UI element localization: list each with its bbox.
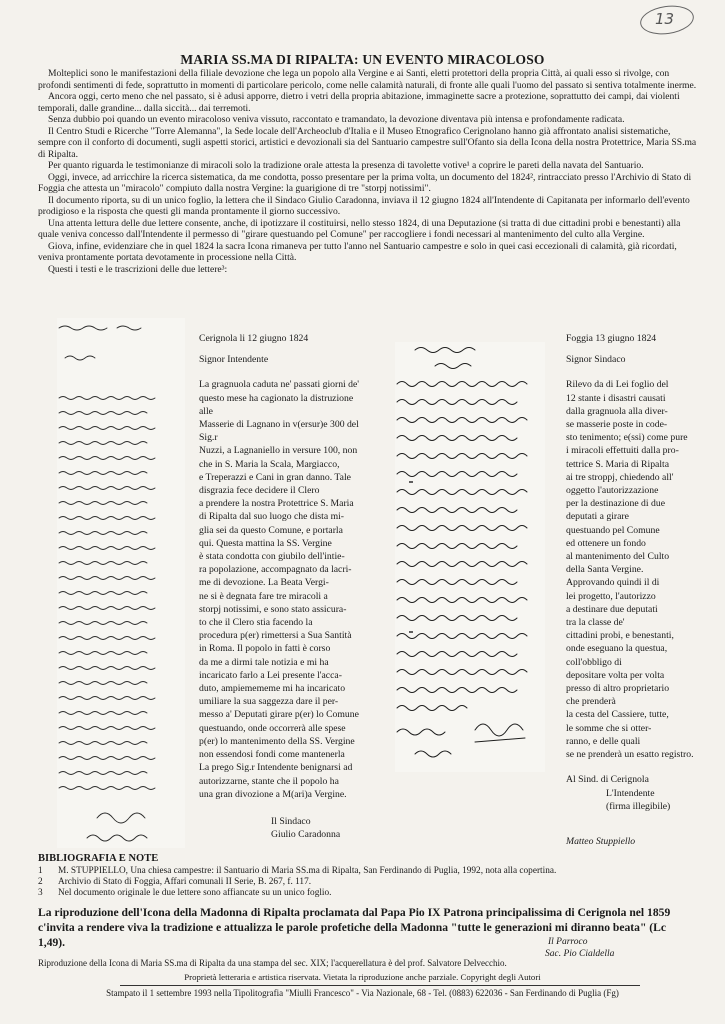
letter2-line: onde eseguano la questua, — [566, 643, 668, 655]
bibliography-item — [38, 866, 678, 877]
page-title: MARIA SS.MA DI RIPALTA: UN EVENTO MIRACOLOSO — [180, 52, 545, 67]
letter1-signature — [199, 815, 369, 841]
letter1-line: ne si è degnata fare tre miracoli a — [199, 590, 328, 602]
letter2-date: Foggia 13 giugno 1824 — [566, 333, 657, 344]
letter1-line: p(er) lo mantenimento della SS. Vergine — [199, 735, 355, 747]
letter1-line: Nuzzi, a Lagnaniello in versure 100, non — [199, 445, 358, 457]
note-number: 3 — [38, 888, 43, 898]
letter2-line: tettrice S. Maria di Ripalta — [566, 458, 670, 470]
letter1-signature-role: Il Sindaco — [271, 815, 311, 827]
letter-intendente-transcription — [566, 332, 706, 848]
letter1-line: storpj notissimi, e sono stato assicura- — [199, 603, 347, 615]
manuscript-image-left — [57, 318, 185, 848]
reproduction-note: Riproduzione della Icona di Maria SS.ma di Ripalta da una stampa del sec. XIX; l'acquerellatura è del prof. Salvatore Delvecchio. — [38, 958, 507, 968]
intro-paragraph: Molteplici sono le manifestazioni della filiale devozione che lega un popolo alla Vergine e ai Santi, eletti protettori della propria Città, ai quali esso si rivolge, con profondi sentimenti di fede, soprattutto in momenti di particolare pericolo, come nelle calamità naturali, di fronte alle quali l'uomo del passato si sentiva totalmente inerme. — [38, 68, 697, 91]
letter2-line: le somme che si otter- — [566, 722, 652, 734]
letter1-line: autorizzarne, stante che il popolo ha — [199, 775, 339, 787]
footer-divider — [120, 985, 640, 986]
intro-text — [38, 68, 698, 275]
letter2-line: che prenderà — [566, 696, 616, 708]
letter1-line: to che il Clero stia facendo la — [199, 617, 313, 629]
letter1-line: glia sei da questo Comune, e portarla — [199, 524, 343, 536]
letter2-line: ranno, e delle quali — [566, 735, 641, 747]
letter2-line: Rilevo da di Lei foglio del — [566, 379, 669, 391]
letter2-line: sto tenimento; e(ssi) come pure — [566, 432, 688, 444]
handwriting-left-drawing — [57, 318, 185, 848]
letter2-line: Approvando quindi il di — [566, 577, 660, 589]
letter2-line: i miracoli effettuiti dalla pro- — [566, 445, 679, 457]
closing-statement: La riproduzione dell'Icona della Madonna di Ripalta proclamata dal Papa Pio IX Patrona principalissima di Cerignola nel 1859 c'invita a rendere viva la tradizione e attualizza le parole profetiche della Madonna "tutte le generazioni mi diranno beata" (Lc 1,49). — [38, 906, 671, 949]
intro-paragraph: Giova, infine, evidenziare che in quel 1824 la sacra Icona rimaneva per tutto l'anno nel Santuario campestre e solo in quei casi eccezionali di calamità, già ricordati, veniva prontamente portata devotamente in processione nella Città. — [38, 240, 677, 263]
letter2-line: se ne prenderà un esatto registro. — [566, 749, 694, 761]
letter2-line: coll'obbligo di — [566, 656, 622, 668]
letter1-line: messo a' Deputati girare p(er) lo Comune — [199, 709, 359, 721]
handwriting-right-drawing — [395, 342, 545, 772]
letter1-line: incaricato farlo a Lei presente l'acca- — [199, 669, 342, 681]
letter2-line: dalla gragnuola alla diver- — [566, 405, 668, 417]
letter2-line: se masserie poste in code- — [566, 419, 668, 431]
intro-paragraph: Una attenta lettura delle due lettere consente, anche, di ipotizzare il costituirsi, nello stesso 1824, di una Deputazione (si tratta di due cittadini probi e benestanti) alla quale veniva concesso dall'Intendente il permesso di "girare questuando pel Comune" per raccogliere i fondi necessari al mantenimento del culto alla Vergine. — [38, 217, 681, 240]
letter2-line: questuando pel Comune — [566, 524, 660, 536]
intro-paragraph: Il documento riporta, su di un unico foglio, la lettera che il Sindaco Giulio Caradonna, inviava il 12 giugno 1824 all'Intendente di Capitanata per informarlo dell'evento prodigioso e la risposta che questi gli manda prontamente il giorno successivo. — [38, 194, 690, 217]
letter2-signature-note: (firma illegibile) — [606, 800, 671, 812]
bibliography-item — [38, 877, 678, 888]
article-author: Matteo Stuppiello — [566, 835, 636, 847]
letter2-line: al mantenimento del Culto — [566, 551, 670, 563]
letter2-line: oggetto l'autorizzazione — [566, 485, 659, 497]
print-colophon: Stampato il 1 settembre 1993 nella Tipolitografia "Miulli Francesco" - Via Nazionale, 68 - Tel. (0883) 622036 - San Ferdinando di Puglia (Fg) — [106, 988, 619, 998]
letter1-line: è stata condotta con giubilo dell'intie- — [199, 551, 345, 563]
letter1-line: duto, ampiemememe mi ha incaricato — [199, 683, 346, 695]
parroco-signature — [545, 937, 614, 960]
letter1-line: a prendere la nostra Protettrice S. Maria — [199, 498, 354, 510]
bibliography-item — [38, 888, 678, 899]
letter1-line: in Roma. Il popolo in fatti è corso — [199, 643, 331, 655]
letter1-line: La gragnuola caduta ne' passati giorni de' — [199, 379, 360, 391]
letter1-line: che in S. Maria la Scala, Margiacco, — [199, 458, 340, 470]
manuscript-image-right — [395, 342, 545, 772]
letter2-recipient: Al Sind. di Cerignola — [566, 774, 649, 786]
letter2-line: a destinare due deputati — [566, 603, 658, 615]
letter1-line: da me a dirmi tale notizia e mi ha — [199, 656, 329, 668]
bibliography-list — [38, 866, 678, 899]
letter2-line: ed ottenere un fondo — [566, 537, 646, 549]
letter2-line: depositare volta per volta — [566, 669, 665, 681]
letter1-line: non essendosi fondi come mantenerla — [199, 749, 345, 761]
letter1-line: me di devozione. La Beata Vergi- — [199, 577, 329, 589]
letter1-date: Cerignola li 12 giugno 1824 — [199, 333, 309, 344]
note-text: Nel documento originale le due lettere sono affiancate su un unico foglio. — [58, 888, 332, 898]
letter1-line: una gran divozione a M(ari)a Vergine. — [199, 788, 347, 800]
letter1-line: e Treperazzi e Cani in gran danno. Tale — [199, 471, 351, 483]
intro-paragraph: Il Centro Studi e Ricerche "Torre Alemanna", la Sede locale dell'Archeoclub d'Italia e il Museo Etnografico Cerignolano hanno già affrontato analisi sistematiche, sempre con il conforto di documenti, sugli aspetti storici, artistici e devozionali sia del Santuario campestre sull'Ofanto sia della Icona della nostra Protettrice, Maria SS.ma di Ripalta. — [38, 125, 697, 160]
bibliography-heading: BIBLIOGRAFIA E NOTE — [38, 853, 159, 864]
letter1-line: ra popolazione, accompagnato da lacri- — [199, 564, 352, 576]
letter2-line: deputati a girare — [566, 511, 629, 523]
letter2-line: lei progetto, l'autorizzo — [566, 590, 656, 602]
letter2-line: tra la classe de' — [566, 617, 625, 629]
letter1-line: questuando, onde occorrerà alle spese — [199, 722, 346, 734]
letter2-line: 12 stante i disastri causati — [566, 392, 666, 404]
letter1-greeting: Signor Intendente — [199, 354, 269, 366]
letter2-signature-role: L'Intendente — [606, 787, 655, 799]
parroco-role: Il Parroco — [548, 937, 588, 947]
letter1-line: di Ripalta dal suo luogo che dista mi- — [199, 511, 345, 523]
letter1-line: qui. Questa mattina la SS. Vergine — [199, 537, 332, 549]
letter2-greeting: Signor Sindaco — [566, 354, 626, 366]
intro-paragraph: Ancora oggi, certo meno che nel passato, si è adusi apporre, dietro i vetri della propria abitazione, immaginette sacre a protezione, soprattutto dei campi, dai violenti temporali, dalle grandine... dalla siccità... dai terremoti. — [38, 91, 680, 114]
letter1-line: disgrazia fece decidere il Clero — [199, 485, 320, 497]
rights-notice: Proprietà letteraria e artistica riservata. Vietata la riproduzione anche parziale. Copyright degli Autori — [184, 972, 541, 982]
intro-paragraph: Per quanto riguarda le testimonianze di miracoli solo la tradizione orale attesta la presenza di tavolette votive¹ a coprire le pareti della navata del Santuario. — [48, 160, 644, 171]
note-number: 1 — [38, 866, 43, 876]
letter2-line: la cesta del Cassiere, tutte, — [566, 709, 669, 721]
note-number: 2 — [38, 877, 43, 887]
letter1-line: umiliare la sua saggezza dare il per- — [199, 696, 339, 708]
page-number: 13 — [655, 10, 675, 28]
letter1-line: La prego Sig.r Intendente benignarsi ad — [199, 762, 353, 774]
letter2-line: presso di altro proprietario — [566, 683, 670, 695]
letter2-line: della Santa Vergine. — [566, 564, 644, 576]
note-text: Archivio di Stato di Foggia, Affari comunali II Serie, B. 267, f. 117. — [58, 877, 312, 887]
letter2-line: cittadini probi, e benestanti, — [566, 630, 674, 642]
letter1-line: procedura p(er) rimettersi a Sua Santità — [199, 630, 352, 642]
intro-paragraph: Senza dubbio poi quando un evento miracoloso veniva vissuto, raccontato e tramandato, la devozione diventava più intensa e profondamente radicata. — [48, 114, 625, 125]
intro-paragraph: Oggi, invece, ad arricchire la ricerca sistematica, da me condotta, posso presentare per la prima volta, un documento del 1824², rintracciato presso l'Archivio di Stato di Foggia che attesta un "miracolo" compiuto dalla nostra Vergine: la guarigione di tre "storpj notissimi". — [38, 171, 692, 194]
letter2-line: ai tre stroppj, chiedendo all' — [566, 471, 674, 483]
parroco-name: Sac. Pio Cialdella — [545, 948, 615, 959]
letter1-line: questo mese ha cagionato la distruzione alle — [199, 392, 354, 417]
intro-paragraph: Questi i testi e le trascrizioni delle due lettere³: — [48, 263, 228, 275]
letter1-line: Masserie di Lagnano in v(ersur)e 300 del Sig.r — [199, 419, 359, 444]
letter-sindaco-transcription — [199, 332, 369, 841]
letter1-signature-name: Giulio Caradonna — [271, 828, 341, 840]
letter2-line: per la destinazione di due — [566, 498, 665, 510]
note-text: M. STUPPIELLO, Una chiesa campestre: il Santuario di Maria SS.ma di Ripalta, San Ferdinando di Puglia, 1992, nota alla copertina. — [58, 866, 557, 876]
